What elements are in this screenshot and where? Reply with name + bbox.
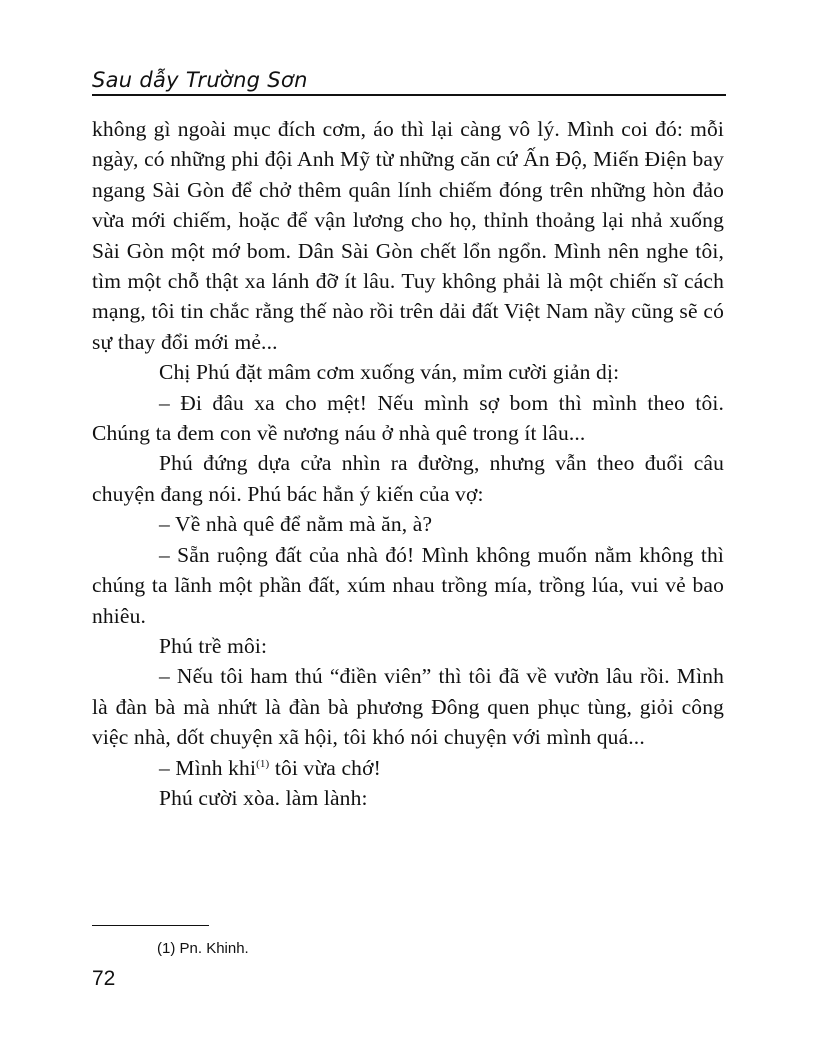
footnote-number: (1) <box>157 940 176 957</box>
paragraph: Phú trề môi: <box>159 633 268 658</box>
dialogue-text-after: tôi vừa chớ! <box>269 755 381 780</box>
dialogue-line: – Về nhà quê để nằm mà ăn, à? <box>159 512 433 537</box>
page-number: 72 <box>92 967 116 990</box>
paragraph: Chị Phú đặt mâm cơm xuống ván, mỉm cười giản dị: <box>159 360 620 385</box>
footnote-divider <box>92 925 209 926</box>
dialogue-line: – Nếu tôi ham thú “điền viên” thì tôi đã về vườn lâu rồi. Mình là đàn bà mà nhứt là đàn bà phương Đông quen phục tùng, giỏi công việc nhà, dốt chuyện xã hội, tôi khó nói chuyện với mình quá... <box>92 664 724 750</box>
footnote-text: Pn. Khinh. <box>179 940 249 957</box>
paragraph: Phú cười xòa. làm lành: <box>159 785 368 810</box>
paragraph-continued: không gì ngoài mục đích cơm, áo thì lại càng vô lý. Mình coi đó: mỗi ngày, có những phi đội Anh Mỹ từ những căn cứ Ấn Độ, Miến Điện bay ngang Sài Gòn để chở thêm quân lính chiếm đóng trên những hòn đảo vừa mới chiếm, hoặc để vận lương cho họ, thỉnh thoảng lại nhả xuống Sài Gòn một mớ bom. Dân Sài Gòn chết lổn ngổn. Mình nên nghe tôi, tìm một chỗ thật xa lánh đỡ ít lâu. Tuy không phải là một chiến sĩ cách mạng, tôi tin chắc rằng thế nào rồi trên dải đất Việt Nam nầy cũng sẽ có sự thay đổi mới mẻ... <box>92 117 724 354</box>
footnote <box>157 940 249 957</box>
paragraph: Phú đứng dựa cửa nhìn ra đường, nhưng vẫn theo đuổi câu chuyện đang nói. Phú bác hẳn ý kiến của vợ: <box>92 451 724 506</box>
dialogue-text-before: – Mình khi <box>159 755 257 780</box>
dialogue-line: – Sẵn ruộng đất của nhà đó! Mình không muốn nằm không thì chúng ta lãnh một phần đất, xúm nhau trồng mía, trồng lúa, vui vẻ bao nhiêu. <box>92 542 724 628</box>
dialogue-line-with-footnote <box>92 753 724 783</box>
footnote-marker: (1) <box>256 757 270 770</box>
page-body <box>92 114 724 813</box>
book-title: Sau dẫy Trường Sơn <box>92 68 308 92</box>
dialogue-line: – Đi đâu xa cho mệt! Nếu mình sợ bom thì mình theo tôi. Chúng ta đem con về nương náu ở nhà quê trong ít lâu... <box>92 390 724 446</box>
running-header <box>92 68 726 96</box>
